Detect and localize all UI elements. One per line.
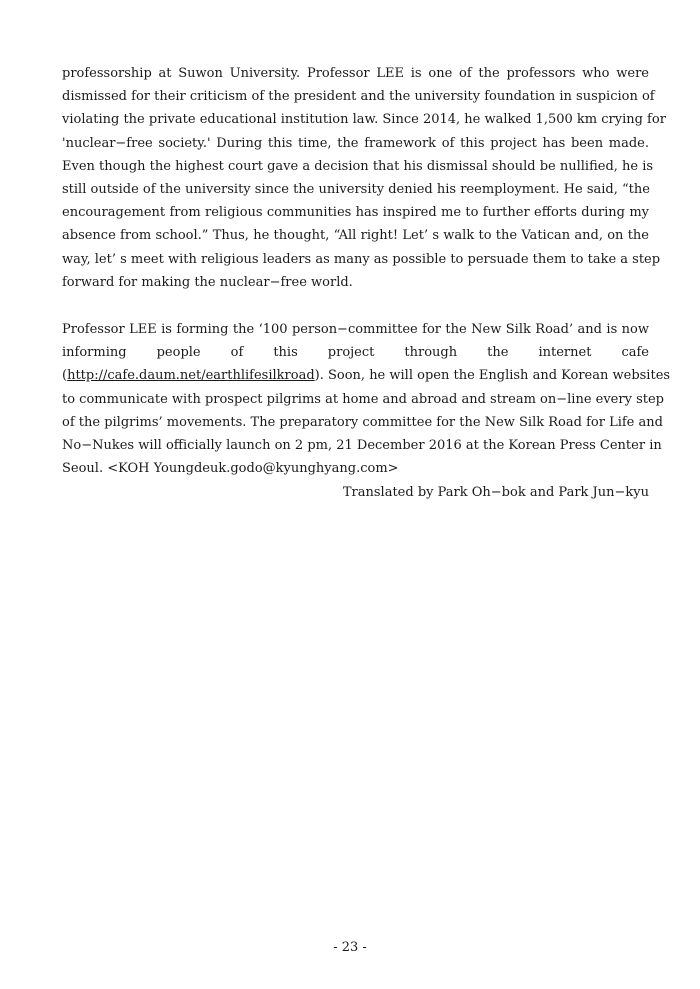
paragraph-line: forward for making the nuclear−free world.: [62, 274, 353, 290]
translator-credit: Translated by Park Oh−bok and Park Jun−kyu: [342, 485, 649, 500]
paragraph-line: way, let’ s meet with religious leaders as many as possible to persuade them to take a step: [62, 251, 661, 267]
paragraph-line: to communicate with prospect pilgrims at home and abroad and stream on−line every step: [62, 391, 664, 407]
paragraph-line: No−Nukes will officially launch on 2 pm, 21 December 2016 at the Korean Press Center in: [62, 437, 662, 453]
paragraph-line: 'nuclear−free society.' During this time, the framework of this project has been made.: [62, 135, 649, 151]
paragraph-line: encouragement from religious communities has inspired me to further efforts during my: [62, 205, 649, 221]
page-number: - 23 -: [333, 940, 367, 955]
paragraph-line: Even though the highest court gave a decision that his dismissal should be nullified, he is: [62, 158, 654, 174]
paragraph-line-rest: ). Soon, he will open the English and Korean websites: [314, 368, 671, 384]
paragraph-line: of the pilgrims’ movements. The preparatory committee for the New Silk Road for Life and: [62, 414, 663, 430]
open-paren: (: [62, 368, 68, 384]
paragraph-line: dismissed for their criticism of the president and the university foundation in suspicion of: [62, 89, 655, 105]
paragraph-line: absence from school.” Thus, he thought, “All right! Let’ s walk to the Vatican and, on the: [62, 228, 649, 244]
paragraph-1: [62, 62, 666, 294]
cafe-link[interactable]: http://cafe.daum.net/earthlifesilkroad: [67, 368, 315, 384]
paragraph-line: professorship at Suwon University. Professor LEE is one of the professors who were: [62, 66, 649, 81]
paragraph-line: still outside of the university since the university denied his reemployment. He said, “the: [62, 181, 650, 197]
paragraph-line-with-link: [62, 364, 671, 387]
paragraph-line: Professor LEE is forming the ‘100 person−committee for the New Silk Road’ and is now: [62, 322, 649, 337]
paragraph-line: informing people of this project through the internet cafe: [62, 345, 649, 361]
paragraph-line: Seoul. <KOH Youngdeuk.godo@kyunghyang.com>: [62, 461, 399, 477]
paragraph-2: [62, 318, 671, 480]
paragraph-line: violating the private educational institution law. Since 2014, he walked 1,500 km crying for: [62, 112, 666, 128]
